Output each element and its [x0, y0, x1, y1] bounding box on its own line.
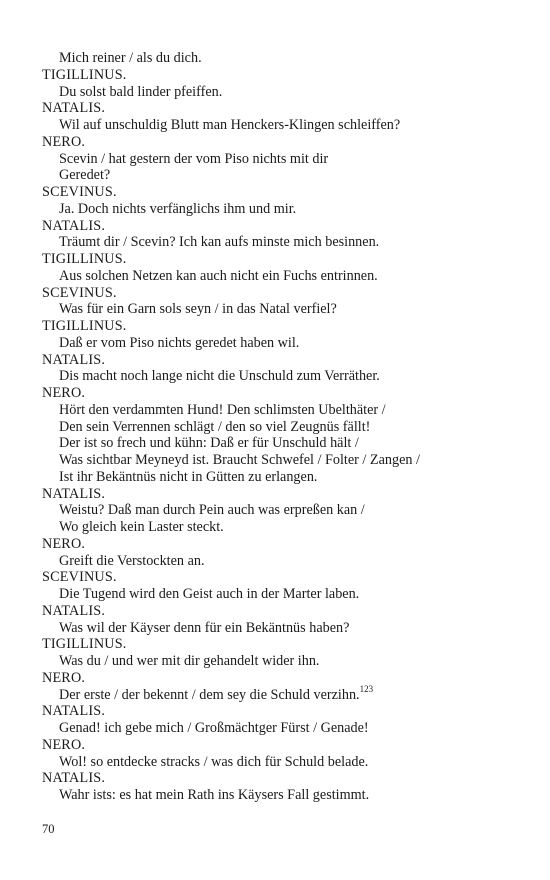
verse-text: Wil auf unschuldig Blutt man Henckers-Klingen schleiffen?	[59, 117, 401, 133]
footnote-marker: 123	[359, 683, 374, 694]
verse-text: Was wil der Käyser denn für ein Bekäntnüs haben?	[59, 619, 350, 636]
verse-text: Aus solchen Netzen kan auch nicht ein Fuchs entrinnen.	[59, 267, 378, 284]
speaker-label: SCEVINUS.	[42, 184, 117, 200]
verse-line	[42, 620, 512, 637]
speaker-name	[42, 318, 512, 335]
verse-text: Scevin / hat gestern der vom Piso nichts mit dir	[59, 150, 329, 167]
speaker-label: SCEVINUS.	[42, 284, 117, 301]
verse-line	[42, 754, 512, 771]
verse-text: Wahr ists: es hat mein Rath ins Käysers Fall gestimmt.	[59, 787, 370, 803]
speaker-label: NERO.	[42, 385, 86, 401]
speaker-label: NERO.	[42, 669, 86, 686]
speaker-label: NERO.	[42, 736, 86, 753]
verse-text: Der ist so frech und kühn: Daß er für Unschuld hält /	[59, 435, 359, 452]
speaker-name	[42, 100, 512, 117]
verse-text: Ja. Doch nichts verfänglichs ihm und mir.	[59, 200, 297, 217]
verse-line	[42, 787, 512, 804]
speaker-name	[42, 670, 512, 687]
verse-text: Ist ihr Bekäntnüs nicht in Gütten zu erlangen.	[59, 468, 318, 485]
verse-line	[42, 268, 512, 285]
speaker-name	[42, 569, 512, 586]
speaker-label: NATALIS.	[42, 217, 106, 234]
speaker-name	[42, 218, 512, 235]
verse-text: Was für ein Garn sols seyn / in das Natal verfiel?	[59, 301, 337, 318]
speaker-name	[42, 251, 512, 268]
verse-line	[42, 151, 512, 168]
verse-text: Was du / und wer mit dir gehandelt wider ihn.	[59, 653, 320, 669]
verse-line	[42, 435, 512, 452]
verse-line	[42, 301, 512, 318]
verse-line	[42, 167, 512, 184]
speaker-name	[42, 184, 512, 201]
verse-line	[42, 519, 512, 536]
speaker-label: TIGILLINUS.	[42, 318, 127, 334]
verse-line	[42, 553, 512, 570]
verse-line	[42, 201, 512, 218]
verse-text: Greift die Verstockten an.	[59, 552, 205, 569]
speaker-label: TIGILLINUS.	[42, 636, 127, 653]
verse-text: Hört den verdammten Hund! Den schlimsten Ubelthäter /	[59, 401, 386, 418]
verse-text: Genad! ich gebe mich / Großmächtger Fürst / Genade!	[59, 720, 369, 736]
speaker-label: NATALIS.	[42, 703, 106, 720]
speaker-label: NERO.	[42, 133, 86, 150]
verse-line	[42, 84, 512, 101]
speaker-label: TIGILLINUS.	[42, 251, 127, 267]
verse-line	[42, 117, 512, 134]
page-number: 70	[42, 822, 55, 836]
verse-line	[42, 419, 512, 436]
verse-text: Der erste / der bekennt / dem sey die Schuld verzihn.	[59, 686, 360, 703]
verse-line	[42, 720, 512, 737]
verse-text: Du solst bald linder pfeiffen.	[59, 83, 223, 100]
speaker-label: NATALIS.	[42, 100, 106, 117]
verse-line	[42, 469, 512, 486]
verse-line	[42, 234, 512, 251]
speaker-name	[42, 536, 512, 553]
speaker-name	[42, 285, 512, 302]
speaker-name	[42, 737, 512, 754]
speaker-name	[42, 636, 512, 653]
verse-line	[42, 502, 512, 519]
speaker-name	[42, 134, 512, 151]
verse-text: Träumt dir / Scevin? Ich kan aufs minste mich besinnen.	[59, 234, 380, 251]
verse-text: Mich reiner / als du dich.	[59, 50, 202, 66]
verse-line	[42, 335, 512, 352]
verse-text: Dis macht noch lange nicht die Unschuld zum Verräther.	[59, 368, 380, 385]
speaker-label: TIGILLINUS.	[42, 66, 127, 83]
verse-text: Wo gleich kein Laster steckt.	[59, 519, 224, 535]
speaker-name	[42, 385, 512, 402]
speaker-name	[42, 770, 512, 787]
verse-text: Den sein Verrennen schlägt / den so viel Zeugnüs fällt!	[59, 418, 371, 435]
speaker-label: NERO.	[42, 535, 86, 552]
speaker-label: SCEVINUS.	[42, 569, 117, 586]
verse-text: Wol! so entdecke stracks / was dich für Schuld belade.	[59, 753, 369, 770]
verse-line	[42, 402, 512, 419]
speaker-label: NATALIS.	[42, 351, 106, 368]
verse-line	[42, 683, 512, 704]
speaker-name	[42, 486, 512, 503]
speaker-name	[42, 603, 512, 620]
verse-text: Geredet?	[59, 167, 111, 184]
verse-line	[42, 50, 512, 67]
dialogue-text	[42, 50, 512, 804]
speaker-label: NATALIS.	[42, 602, 106, 619]
verse-line	[42, 368, 512, 385]
verse-text: Die Tugend wird den Geist auch in der Marter laben.	[59, 586, 360, 602]
speaker-label: NATALIS.	[42, 770, 106, 787]
speaker-label: NATALIS.	[42, 485, 106, 502]
verse-line	[42, 452, 512, 469]
speaker-name	[42, 67, 512, 84]
verse-line	[42, 653, 512, 670]
verse-text: Weistu? Daß man durch Pein auch was erpreßen kan /	[59, 502, 365, 519]
verse-line	[42, 586, 512, 603]
speaker-name	[42, 352, 512, 369]
verse-text: Daß er vom Piso nichts geredet haben wil.	[59, 334, 300, 351]
verse-text: Was sichtbar Meyneyd ist. Braucht Schwefel / Folter / Zangen /	[59, 452, 420, 468]
speaker-name	[42, 703, 512, 720]
